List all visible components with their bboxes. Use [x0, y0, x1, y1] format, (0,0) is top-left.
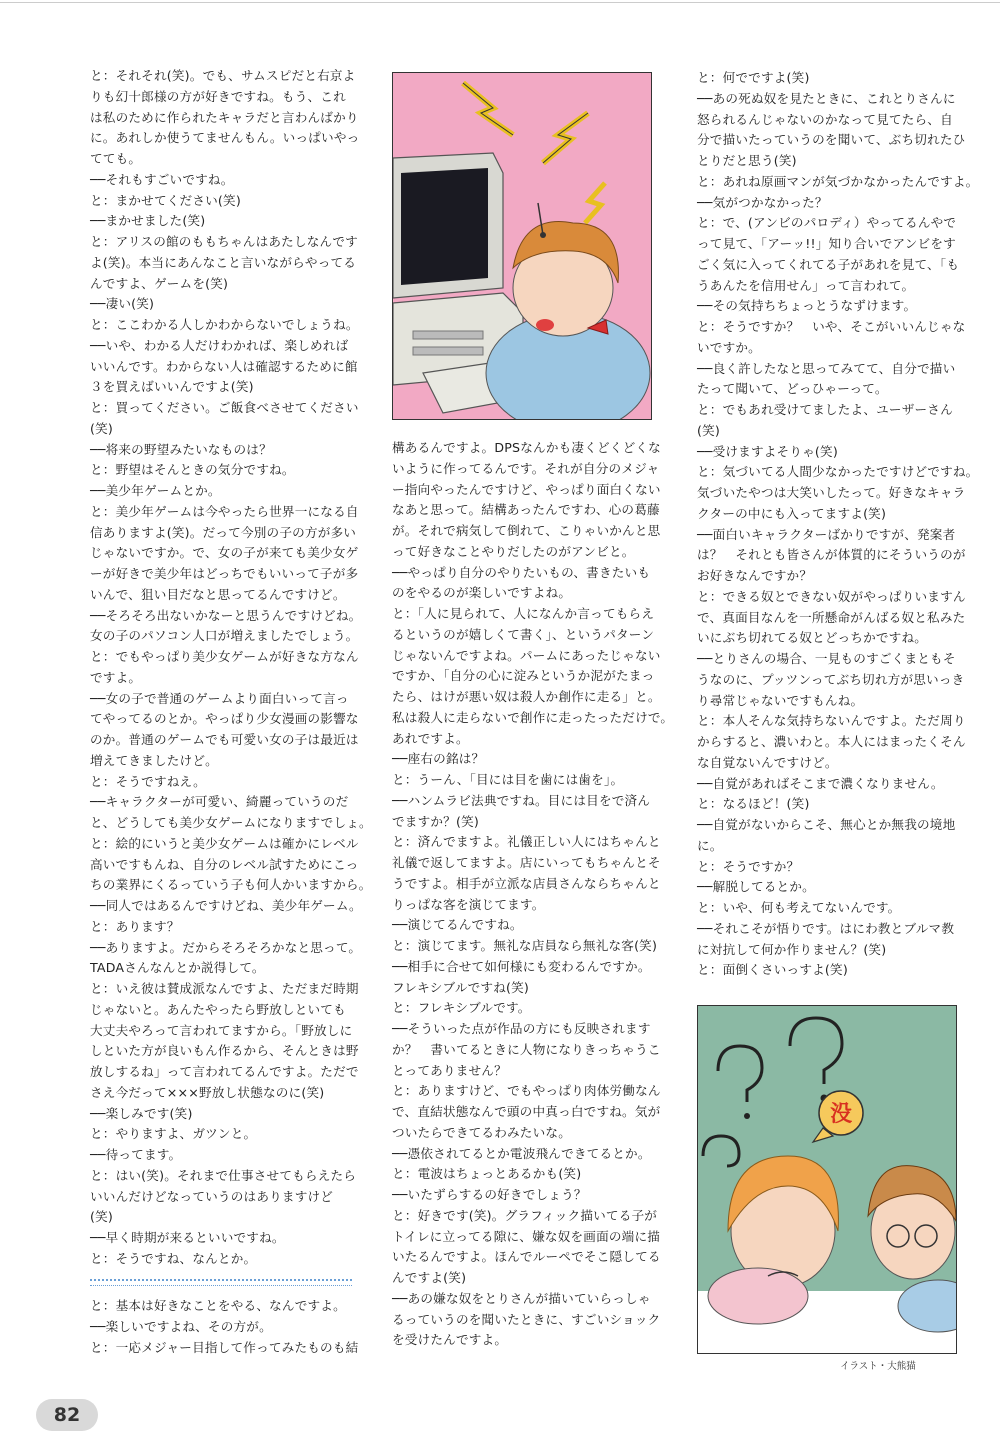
text-line: うなのに、プッツンってぶち切れ方が思いっき — [697, 671, 965, 687]
text-line: TADAさんなんとか説得して。 — [90, 960, 265, 976]
text-line: と：気づいてる人間少なかったですけどですね。 — [697, 464, 979, 480]
text-line: ──同人ではあるんですけどね、美少年ゲーム。 — [90, 898, 362, 913]
text-line: んですよ(笑) — [392, 1270, 467, 1285]
text-line: ──ハンムラビ法典ですね。目には目をで済ん — [392, 792, 651, 808]
text-line: お好きなんですか？ — [697, 568, 813, 583]
text-line: (笑) — [90, 1209, 114, 1225]
text-line: と：やりますよ、ガツンと。 — [90, 1126, 257, 1142]
text-line: ──とりさんの場合、一見ものすごくまともそ — [697, 651, 956, 666]
text-line: に対抗して何か作りません？(笑) — [697, 941, 887, 957]
text-line: か？ 書いてるときに人物になりきっちゃうこ — [392, 1041, 661, 1057]
text-line: 増えてきましたけど。 — [90, 752, 218, 768]
text-line: ──相手に合せて如何様にも変わるんですか。 — [392, 958, 651, 974]
text-line: 構あるんですよ。DPSなんかも凄くどくどくな — [392, 440, 661, 455]
text-column-left — [90, 66, 372, 1270]
text-line: ──自覚がないからこそ、無心とか無我の境地 — [697, 817, 956, 832]
text-line: ──気がつかなかった？ — [697, 194, 828, 210]
text-line: って見て、「アーッ!!」知り合いでアンビをす — [697, 236, 956, 251]
text-line: と：できる奴とできない奴がやっぱりいますん — [697, 588, 966, 604]
text-line: と：いえ彼は賛成派なんですよ、ただまだ時期 — [90, 981, 359, 996]
text-line: とりだと思う(笑) — [697, 153, 797, 168]
text-line: が。それで病気して倒れて、こりゃいかんと思 — [392, 523, 661, 538]
text-line: いように作ってるんです。それが自分のメジャ — [392, 460, 660, 476]
text-line: と：買ってください。ご飯食べさせてください — [90, 400, 359, 415]
text-line: ──座右の銘は？ — [392, 751, 485, 767]
text-line: (笑) — [697, 422, 721, 438]
text-line: 怒られるんじゃないのかなって見てたら、自 — [697, 111, 953, 127]
text-line: ですか、「自分の心に淀みというか泥がたまっ — [392, 668, 655, 684]
text-line: るっていうのを聞いたときに、すごいショック — [392, 1311, 661, 1327]
text-line: いいんです。わからない人は確認するために館 — [90, 358, 358, 374]
text-line: と：そうですね、なんとか。 — [90, 1250, 257, 1266]
text-line: ──やっぱり自分のやりたいもの、書きたいも — [392, 564, 651, 580]
text-line: ──その気持ちちょっとうなずけます。 — [697, 298, 917, 314]
text-line: と：面倒くさいっすよ(笑) — [697, 962, 848, 978]
text-line: しといた方が良いもん作るから、そんときは野 — [90, 1043, 359, 1059]
text-line: (笑) — [90, 420, 114, 436]
text-line: よ(笑)。本当にあんなこと言いながらやってる — [90, 254, 357, 270]
top-rule — [0, 2, 1000, 3]
text-line: うですよ。相手が立派な店員さんならちゃんと — [392, 875, 661, 891]
text-line: に。 — [697, 837, 723, 853]
text-line: ついたらできてるわみたいな。 — [392, 1124, 571, 1140]
text-line: ──面白いキャラクターばかりですが、発案者 — [697, 526, 956, 542]
text-line: ー指向やったんですけど、やっぱり面白くない — [392, 481, 661, 497]
text-line: りっぱな客を演じてます。 — [392, 896, 545, 912]
text-line: ──楽しいですよね、その方が。 — [90, 1318, 272, 1334]
text-line: ──楽しみです(笑) — [90, 1105, 193, 1121]
text-line: でますか？(笑) — [392, 813, 479, 829]
text-line: 高いですもんね、自分のレベル試すためにこっ — [90, 856, 359, 872]
speech-bubble-text: 没 — [829, 1102, 853, 1127]
text-line: 気づいたやつは大笑いしたって。好きなキャラ — [697, 485, 966, 500]
text-line: は私のために作られたキャラだと言わんばかり — [90, 109, 359, 125]
text-line: のをやるのが楽しいですよね。 — [392, 585, 572, 601]
text-line: で、直結状態なんで頭の中真っ白ですね。気が — [392, 1104, 661, 1119]
text-line: と：あれね原画マンが気づかなかったんですよ。 — [697, 173, 979, 189]
text-line: ──それもすごいですね。 — [90, 171, 234, 187]
text-line: とってありません？ — [392, 1062, 507, 1078]
text-line: んですよ、ゲームを(笑) — [90, 275, 229, 291]
text-line: と、どうしても美少女ゲームになりますでしょ。 — [90, 815, 372, 830]
text-line: と：「人に見られて、人になんか言ってもらえ — [392, 606, 655, 621]
text-line: ──まかせました(笑) — [90, 213, 206, 229]
text-line: いいんだけどなっていうのはありますけど — [90, 1188, 334, 1204]
text-line: と：フレキシブルです。 — [392, 1000, 531, 1016]
text-line: と：一応メジャー目指して作ってみたものも結 — [90, 1339, 359, 1355]
text-line: と：何でですよ(笑) — [697, 70, 810, 85]
text-line: と：美少年ゲームは今やったら世界一になる自 — [90, 503, 359, 519]
text-line: と：でもやっぱり美少女ゲームが好きな方なん — [90, 649, 359, 664]
text-line: 分で描いたっていうのを聞いて、ぶち切れたひ — [697, 132, 966, 148]
text-line: てても。 — [90, 151, 142, 166]
text-line: じゃないんですよね。パームにあったじゃない — [392, 647, 661, 663]
text-line: さえ今だって×××野放し状態なのに(笑) — [90, 1084, 325, 1100]
text-line: って好きなことやりだしたのがアンビと。 — [392, 543, 635, 559]
text-line: ーが好きで美少年はどっちでもいいって子が多 — [90, 566, 359, 581]
text-line: からすると、濃いわと。本人にはまったくそん — [697, 734, 966, 749]
text-line: りも幻十郎様の方が好きですね。もう、これ — [90, 88, 346, 104]
text-line: に。あれしか使うてませんもん。いっぱいやっ — [90, 130, 360, 146]
text-line: ──いや、わかる人だけわかれば、楽しめれば — [90, 337, 349, 353]
illustration-characters — [697, 1005, 957, 1354]
text-line: じゃないですか。で、女の子が来ても美少女ゲ — [90, 545, 359, 561]
text-line: と：それそれ(笑)。でも、サムスピだと右京よ — [90, 68, 356, 83]
text-line: フレキシブルですね(笑) — [392, 979, 530, 995]
text-line: うあんたを信用せん」って言われて。 — [697, 277, 915, 293]
text-column-middle — [392, 438, 674, 1351]
text-line: トイレに立ってる隙に、嫌な奴を画面の端に描 — [392, 1228, 661, 1244]
text-line: と：うーん、「目には目を歯には歯を」。 — [392, 772, 624, 787]
text-line: ──女の子で普通のゲームより面白いって言っ — [90, 690, 349, 706]
text-line: ごく気に入ってくれてる子があれを見て、「も — [697, 256, 960, 272]
text-line: るというのが嬉しくて書く」、というパターン — [392, 626, 655, 642]
text-line: あれですよ。 — [392, 730, 469, 746]
text-line: と：いや、何も考えてないんです。 — [697, 900, 901, 915]
text-line: と：あります？ — [90, 918, 180, 934]
text-line: たって聞いて、どっひゃーって。 — [697, 381, 888, 397]
text-line: と：済んでますよ。礼儀正しい人にはちゃんと — [392, 834, 661, 850]
text-line: ──憑依されてるとか電波飛んできてるとか。 — [392, 1145, 651, 1161]
text-line: いにぶち切れてる奴とどっちかですね。 — [697, 630, 928, 646]
text-line: ──演じてるんですね。 — [392, 917, 523, 933]
text-line: 礼儀で返してますよ。店にいってもちゃんとそ — [392, 855, 661, 870]
text-line: のか。普通のゲームでも可愛い女の子は最近は — [90, 732, 359, 747]
text-line: 大丈夫やろって言われてますから。「野放しに — [90, 1022, 353, 1038]
text-line: と：本人そんな気持ちないんですよ。ただ周り — [697, 713, 966, 729]
text-line: たら、はけが悪い奴は殺人か創作に走る」と。 — [392, 689, 661, 704]
text-line: ──そういった点が作品の方にも反映されます — [392, 1021, 651, 1036]
text-line: 女の子のパソコン人口が増えましたでしょう。 — [90, 628, 359, 644]
text-line: と：なるほど！(笑) — [697, 796, 810, 812]
text-line: ──受けますよそりゃ(笑) — [697, 443, 838, 459]
text-line: り尋常じゃないですもんね。 — [697, 692, 864, 708]
text-line: と：絵的にいうと美少女ゲームは確かにレベル — [90, 835, 359, 851]
text-line: と：そうですか？ — [697, 858, 800, 874]
text-line: と：好きです(笑)。グラフィック描いてる子が — [392, 1207, 658, 1223]
text-line: と：電波はちょっとあるかも(笑) — [392, 1166, 582, 1182]
text-line: ──そろそろ出ないかなーと思うんですけどね。 — [90, 607, 362, 623]
text-line: ──早く時期が来るといいですね。 — [90, 1230, 285, 1245]
section-divider — [90, 1279, 352, 1286]
text-line: と：まかせてください(笑) — [90, 192, 241, 208]
text-line: ──待ってます。 — [90, 1147, 182, 1162]
text-line: 放しするね」って言われてるんですよ。ただで — [90, 1064, 359, 1079]
text-line: と：そうですか？ いや、そこがいいんじゃな — [697, 319, 966, 334]
text-line: ──いたずらするの好きでしょう？ — [392, 1187, 587, 1202]
text-line: と：はい(笑)。それまで仕事させてもらえたら — [90, 1167, 357, 1183]
text-line: いんで、狙い目だなと思ってるんですけど。 — [90, 586, 346, 602]
text-line: ──良く許したなと思ってみてて、自分で描い — [697, 360, 956, 376]
illustration-credit: イラスト・大熊猫 — [840, 1361, 916, 1372]
text-line: で、真面目なんを一所懸命がんばる奴と私みた — [697, 609, 966, 625]
text-line: 私は殺人に走らないで創作に走ったっただけで。 — [392, 709, 674, 725]
text-line: ──それこそが悟りです。はにわ教とブルマ教 — [697, 920, 955, 936]
page-number: 82 — [36, 1399, 98, 1431]
text-line: は？ それとも皆さんが体質的にそういうのが — [697, 547, 966, 563]
text-line: と：で、(アンビのパロディ）やってるんやで — [697, 215, 957, 231]
text-line: な自覚ないんですけど。 — [697, 754, 838, 770]
text-line: と：基本は好きなことをやる、なんですよ。 — [90, 1298, 346, 1313]
text-line: ちの業界にくるっていう子も何人かいますから。 — [90, 877, 372, 893]
text-line: ──キャラクターが可愛い、綺麗っていうのだ — [90, 794, 349, 810]
text-line: ──あの嫌な奴をとりさんが描いていらっしゃ — [392, 1290, 651, 1306]
text-line: と：演じてます。無礼な店員なら無礼な客(笑) — [392, 938, 658, 953]
text-line: と：ありますけど、でもやっぱり肉体労働なん — [392, 1083, 661, 1099]
text-line: と：野望はそんときの気分ですね。 — [90, 462, 295, 478]
text-line: 信ありますよ(笑)。だって今別の子の方が多い — [90, 524, 357, 540]
text-line: ──凄い(笑) — [90, 296, 155, 312]
text-line: いたるんですよ。ほんでルーペでそこ隠してる — [392, 1249, 661, 1265]
characters-illustration-drawing — [698, 1006, 956, 1353]
text-column-left-bottom — [90, 1296, 358, 1358]
text-line: と：アリスの館のももちゃんはあたしなんです — [90, 234, 358, 249]
text-line: てやってるのとか。やっぱり少女漫画の影響な — [90, 711, 359, 727]
text-line: ──あの死ぬ奴を見たときに、これとりさんに — [697, 90, 956, 106]
text-column-right — [697, 68, 979, 981]
text-line: いですか。 — [697, 339, 761, 355]
text-line: ──解脱してるとか。 — [697, 879, 815, 895]
text-line: なあと思って。結構あったんですわ、心の葛藤 — [392, 502, 660, 518]
text-line: ──将来の野望みたいなものは？ — [90, 441, 272, 457]
text-line: と：でもあれ受けてましたよ、ユーザーさん — [697, 402, 953, 417]
text-line: じゃないと。あんたやったら野放しといても — [90, 1001, 346, 1017]
illustration-computer — [392, 72, 652, 420]
text-line: ──美少年ゲームとか。 — [90, 483, 221, 498]
text-line: ３を買えばいいんですよ(笑) — [90, 379, 254, 395]
text-line: ですよ。 — [90, 669, 142, 685]
text-line: クターの中にも入ってますよ(笑) — [697, 505, 887, 521]
text-line: ──ありますよ。だからそろそろかなと思って。 — [90, 939, 362, 955]
text-line: と：ここわかる人しかわからないでしょうね。 — [90, 317, 359, 332]
text-line: を受けたんですよ。 — [392, 1332, 508, 1348]
text-line: ──自覚があればそこまで濃くなりません。 — [697, 775, 944, 791]
text-line: と：そうですねえ。 — [90, 773, 206, 789]
computer-illustration-drawing — [393, 73, 651, 419]
